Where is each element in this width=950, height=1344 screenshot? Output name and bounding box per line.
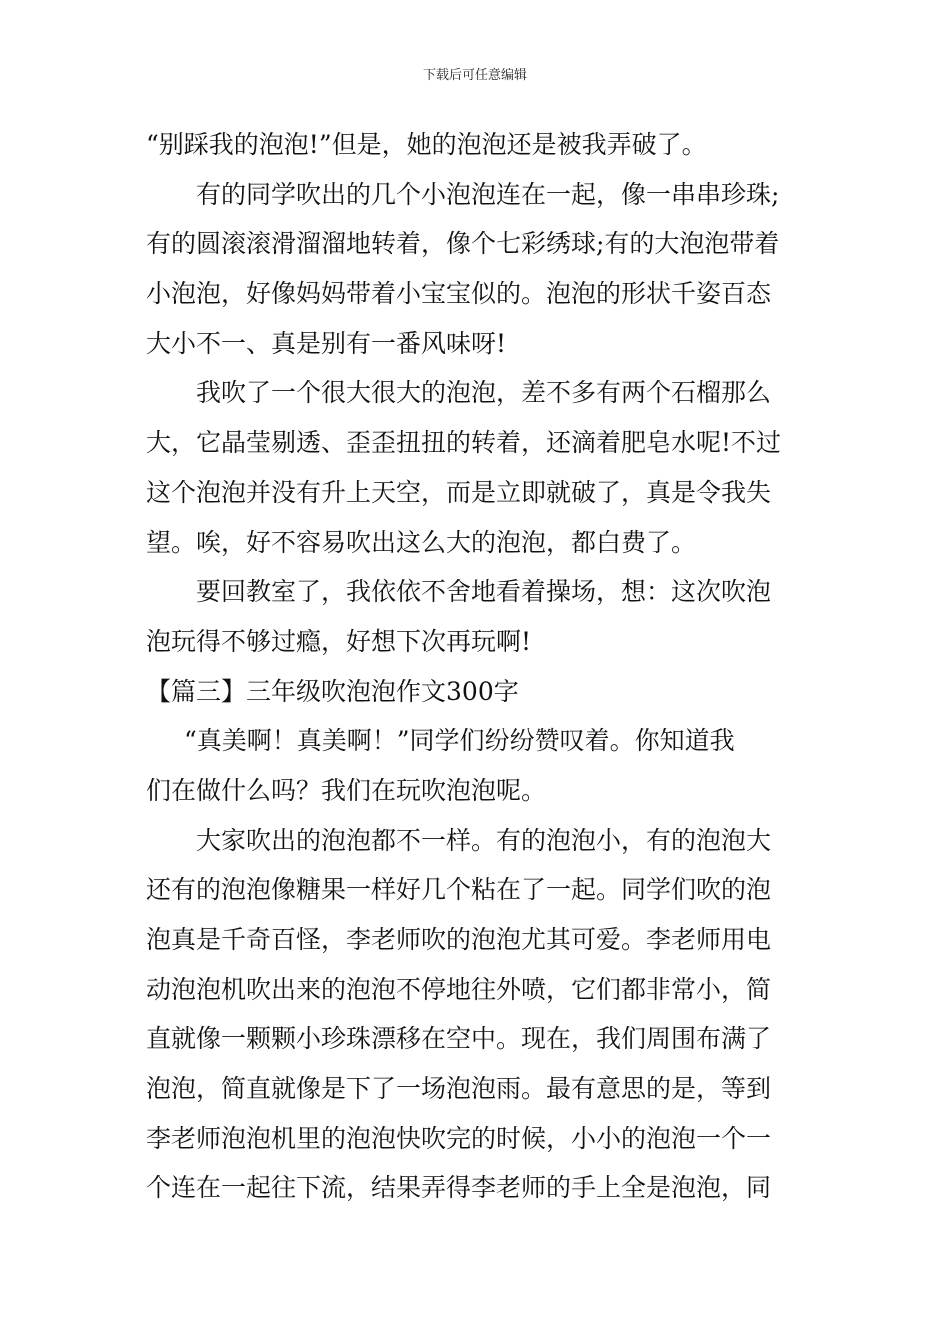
paragraph-start-line: 有的同学吹出的几个小泡泡连在一起，像一串串珍珠;: [196, 179, 780, 209]
section-heading: 【篇三】三年级吹泡泡作文300字: [146, 676, 519, 706]
text-line: 大，它晶莹剔透、歪歪扭扭的转着，还滴着肥皂水呢!不过: [146, 428, 782, 458]
text-line: 有的圆滚滚滑溜溜地转着，像个七彩绣球;有的大泡泡带着: [146, 229, 780, 259]
paragraph-start-line: 大家吹出的泡泡都不一样。有的泡泡小，有的泡泡大: [196, 825, 772, 855]
text-line: 泡真是千奇百怪，李老师吹的泡泡尤其可爱。李老师用电: [146, 925, 772, 954]
text-line: 们在做什么吗？我们在玩吹泡泡呢。: [146, 775, 547, 805]
document-body: [146, 120, 806, 1213]
text-line: 动泡泡机吹出来的泡泡不停地往外喷，它们都非常小，简: [146, 974, 772, 1004]
text-line: 直就像一颗颗小珍珠漂移在空中。现在，我们周围布满了: [146, 1024, 772, 1054]
page-header: 下载后可任意编辑: [422, 68, 527, 83]
text-line: 个连在一起往下流，结果弄得李老师的手上全是泡泡，同: [146, 1173, 772, 1203]
paragraph-start-line: “真美啊！真美啊！”同学们纷纷赞叹着。你知道我: [184, 726, 735, 756]
text-line: “别踩我的泡泡!”但是，她的泡泡还是被我弄破了。: [146, 130, 707, 159]
text-line: 小泡泡，好像妈妈带着小宝宝似的。泡泡的形状千姿百态: [146, 279, 772, 309]
text-line: 泡玩得不够过瘾，好想下次再玩啊!: [146, 626, 532, 656]
text-line: 李老师泡泡机里的泡泡快吹完的时候，小小的泡泡一个一: [146, 1123, 772, 1153]
paragraph-start-line: 要回教室了，我依依不舍地看着操场，想：这次吹泡: [196, 577, 772, 607]
text-line: 泡泡，简直就像是下了一场泡泡雨。最有意思的是，等到: [146, 1074, 772, 1104]
text-line: 还有的泡泡像糖果一样好几个粘在了一起。同学们吹的泡: [146, 875, 772, 905]
paragraph-start-line: 我吹了一个很大很大的泡泡，差不多有两个石榴那么: [196, 378, 772, 408]
text-line: 望。唉，好不容易吹出这么大的泡泡，都白费了。: [146, 527, 697, 557]
text-line: 这个泡泡并没有升上天空，而是立即就破了，真是令我失: [146, 477, 772, 507]
text-line: 大小不一、真是别有一番风味呀!: [146, 328, 507, 358]
